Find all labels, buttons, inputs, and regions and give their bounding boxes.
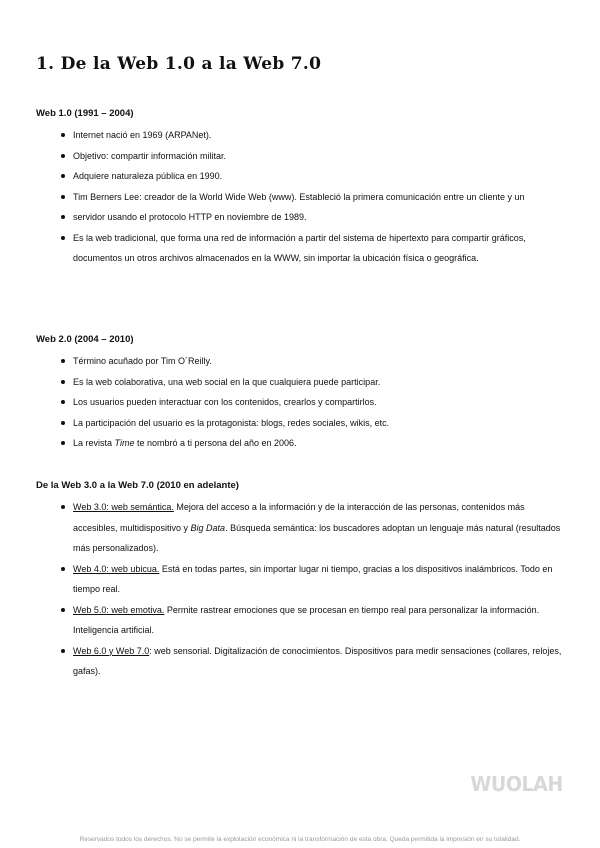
term-web6-7: Web 6.0 y Web 7.0	[73, 645, 150, 656]
section-heading-web1: Web 1.0 (1991 – 2004)	[36, 108, 134, 119]
text: te nombró a ti persona del año en 2006.	[134, 438, 297, 448]
list-item: Término acuñado por Tim O´Reilly.	[36, 351, 566, 372]
list-item	[36, 433, 566, 454]
list-item: Internet nació en 1969 (ARPANet).	[36, 125, 566, 146]
list-item: Adquiere naturaleza pública en 1990.	[36, 166, 566, 187]
section-web3-7	[36, 480, 566, 682]
list-item: servidor usando el protocolo HTTP en noviembre de 1989.	[36, 207, 566, 228]
footer-notice: Reservados todos los derechos. No se permite la explotación económica ni la transformación de esta obra. Queda permitida la impresión en su totalidad.	[79, 836, 521, 843]
text: Está en todas partes, sin importar lugar ni tiempo, gracias a los dispositivos inalámbricos. Todo en tiempo real.	[73, 563, 553, 594]
section-web2	[36, 334, 566, 454]
term-web3: Web 3.0: web semántica.	[73, 502, 174, 512]
list-item: La participación del usuario es la protagonista: blogs, redes sociales, wikis, etc.	[36, 413, 566, 434]
section-heading-web2: Web 2.0 (2004 – 2010)	[36, 334, 134, 345]
list-item	[36, 641, 566, 682]
list-item	[36, 497, 566, 559]
page-title: 1. De la Web 1.0 a la Web 7.0	[36, 54, 322, 74]
list-web2	[36, 351, 566, 454]
list-item: Es la web colaborativa, una web social en la que cualquiera puede participar.	[36, 372, 566, 393]
text: Permite rastrear emociones que se procesan en tiempo real para personalizar la información. Inteligencia artificial.	[73, 604, 540, 635]
list-item: Es la web tradicional, que forma una red de información a partir del sistema de hipertexto para compartir gráficos, documentos un otros archivos almacenados en la WWW, sin importar la ubicación física o geográfica.	[36, 228, 566, 269]
list-item	[36, 600, 566, 641]
list-web3-7	[36, 497, 566, 682]
text: La revista	[73, 438, 115, 448]
text: : web sensorial. Digitalización de conocimientos. Dispositivos para medir sensaciones (collares, relojes, gafas).	[73, 645, 562, 676]
term-big-data: Big Data	[190, 522, 226, 533]
text: . Búsqueda semántica: los buscadores adoptan un lenguaje más natural (resultados más personalizados).	[73, 522, 561, 553]
list-web1	[36, 125, 566, 269]
term-web5: Web 5.0: web emotiva.	[73, 604, 165, 615]
wuolah-logo: WUOLAH	[470, 772, 563, 796]
text: Mejora del acceso a la información y de la interacción de las personas, contenidos más accesibles, multidispositivo y	[73, 502, 525, 533]
list-item: Objetivo: compartir información militar.	[36, 146, 566, 167]
list-item: Los usuarios pueden interactuar con los contenidos, crearlos y compartirlos.	[36, 392, 566, 413]
magazine-name: Time	[114, 438, 135, 448]
section-web1	[36, 108, 566, 269]
term-web4: Web 4.0: web ubicua.	[73, 563, 160, 574]
list-item: Tim Berners Lee: creador de la World Wide Web (www). Estableció la primera comunicación entre un cliente y un	[36, 187, 566, 208]
section-heading-web3-7: De la Web 3.0 a la Web 7.0 (2010 en adelante)	[36, 480, 239, 491]
list-item	[36, 559, 566, 600]
